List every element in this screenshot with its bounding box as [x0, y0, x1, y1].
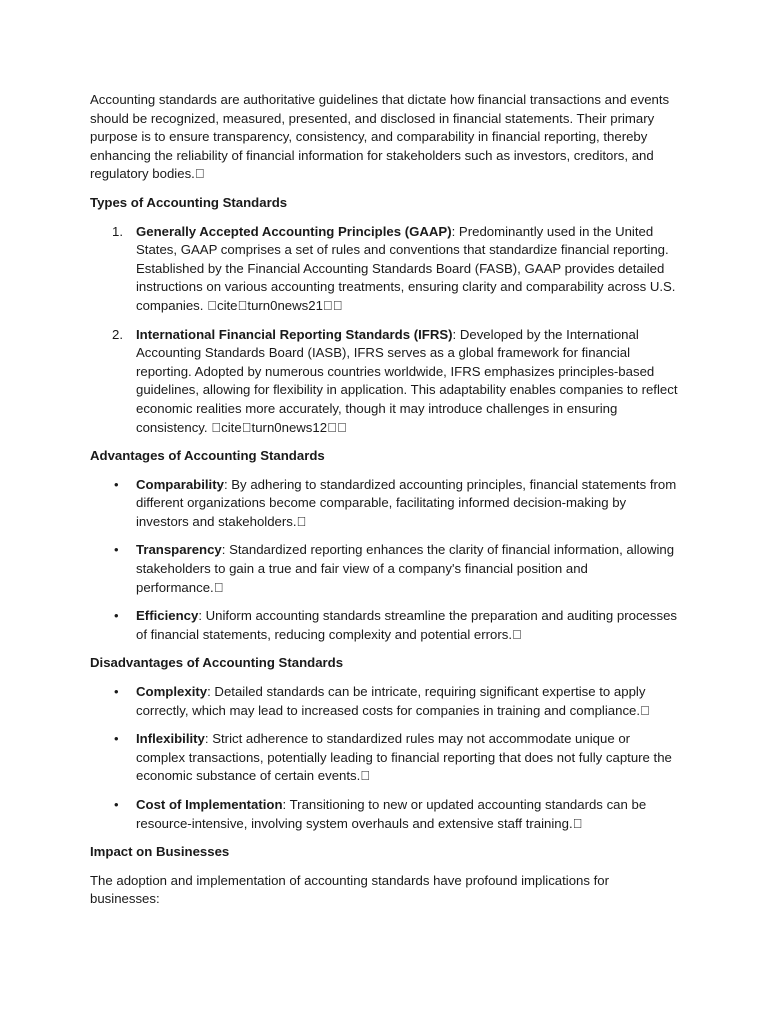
disadvantages-list	[90, 665, 678, 833]
impact-paragraph: The adoption and implementation of accounting standards have profound implications for businesses:	[90, 854, 610, 888]
advantages-heading: Advantages of Accounting Standards	[90, 448, 325, 464]
item-text: : Predominantly used in the United States, GAAP comprises a set of rules and conventions that standardize financial reporting. Established by the Financial Accounting Standards Board (FASB), GAAP provides detailed instructions on various accounting treatments, ensuring clarity and comparability across U.S. companies. cite turn0news21	[136, 223, 676, 313]
item-text: : Transitioning to new or updated accounting standards can be resource-intensive, involving system overhauls and extensive staff training.	[136, 778, 647, 812]
bullet-icon: •	[114, 712, 119, 728]
list-item	[90, 541, 678, 597]
item-text: : By adhering to standardized accounting principles, financial statements from different organizations become comparable, facilitating informed decision-making by investors and stakeholders.	[136, 476, 677, 529]
item-text: : Developed by the International Accounting Standards Board (IASB), IFRS serves as a global framework for financial reporting. Adopted by numerous countries worldwide, IFRS emphasizes principles-based guidelines, allowing for flexibility in application. This adaptability enables companies to reflect economic realities more accurately, though it may introduce challenges in ensuring consistency. cite turn0news12	[136, 326, 678, 435]
bullet-icon: •	[114, 665, 119, 681]
term-cost-of-implementation: Cost of Implementation	[136, 778, 283, 794]
list-item	[90, 476, 678, 532]
list-item	[90, 326, 678, 438]
bullet-icon: •	[114, 778, 119, 794]
item-text: : Detailed standards can be intricate, requiring significant expertise to apply correctly, which may lead to increased costs for companies in training and compliance.	[136, 665, 646, 700]
term-ifrs: International Financial Reporting Standards (IFRS)	[136, 326, 453, 342]
list-item	[90, 223, 678, 316]
term-inflexibility: Inflexibility	[136, 712, 205, 728]
term-transparency: Transparency	[136, 542, 222, 558]
bullet-icon: •	[114, 542, 119, 558]
term-comparability: Comparability	[136, 476, 224, 492]
list-number: 2.	[112, 326, 123, 342]
advantages-list	[90, 476, 678, 645]
intro-paragraph: Accounting standards are authoritative guidelines that dictate how financial transactions and events should be recognized, measured, presented, and disclosed in financial statements. Their primary purpose is to ensure transparency, consistency, and comparability in financial reporting, thereby enhancing the reliability of financial information for stakeholders such as investors, creditors, and regulatory bodies.	[90, 92, 670, 182]
impact-heading: Impact on Businesses	[90, 825, 230, 841]
types-list	[90, 223, 678, 438]
item-text: : Standardized reporting enhances the clarity of financial information, allowing stakeholders to gain a true and fair view of a company's financial position and performance.	[136, 542, 675, 577]
list-item	[90, 712, 678, 786]
item-text: : Strict adherence to standardized rules may not accommodate unique or complex transactions, potentially leading to financial reporting that does not fully capture the economic substance of certain events.	[136, 712, 672, 765]
list-item	[90, 778, 678, 833]
list-item	[90, 589, 678, 644]
bullet-icon: •	[114, 589, 119, 605]
term-gaap: Generally Accepted Accounting Principles (GAAP)	[136, 223, 452, 239]
types-heading: Types of Accounting Standards	[90, 194, 288, 210]
item-text: : Uniform accounting standards streamline the preparation and auditing processes of financial statements, reducing complexity and potential errors.	[136, 589, 677, 624]
disadvantages-heading: Disadvantages of Accounting Standards	[90, 636, 344, 652]
bullet-icon: •	[114, 476, 119, 492]
term-complexity: Complexity	[136, 665, 208, 681]
list-item	[90, 665, 678, 720]
list-number: 1.	[112, 223, 123, 239]
term-efficiency: Efficiency	[136, 589, 199, 605]
